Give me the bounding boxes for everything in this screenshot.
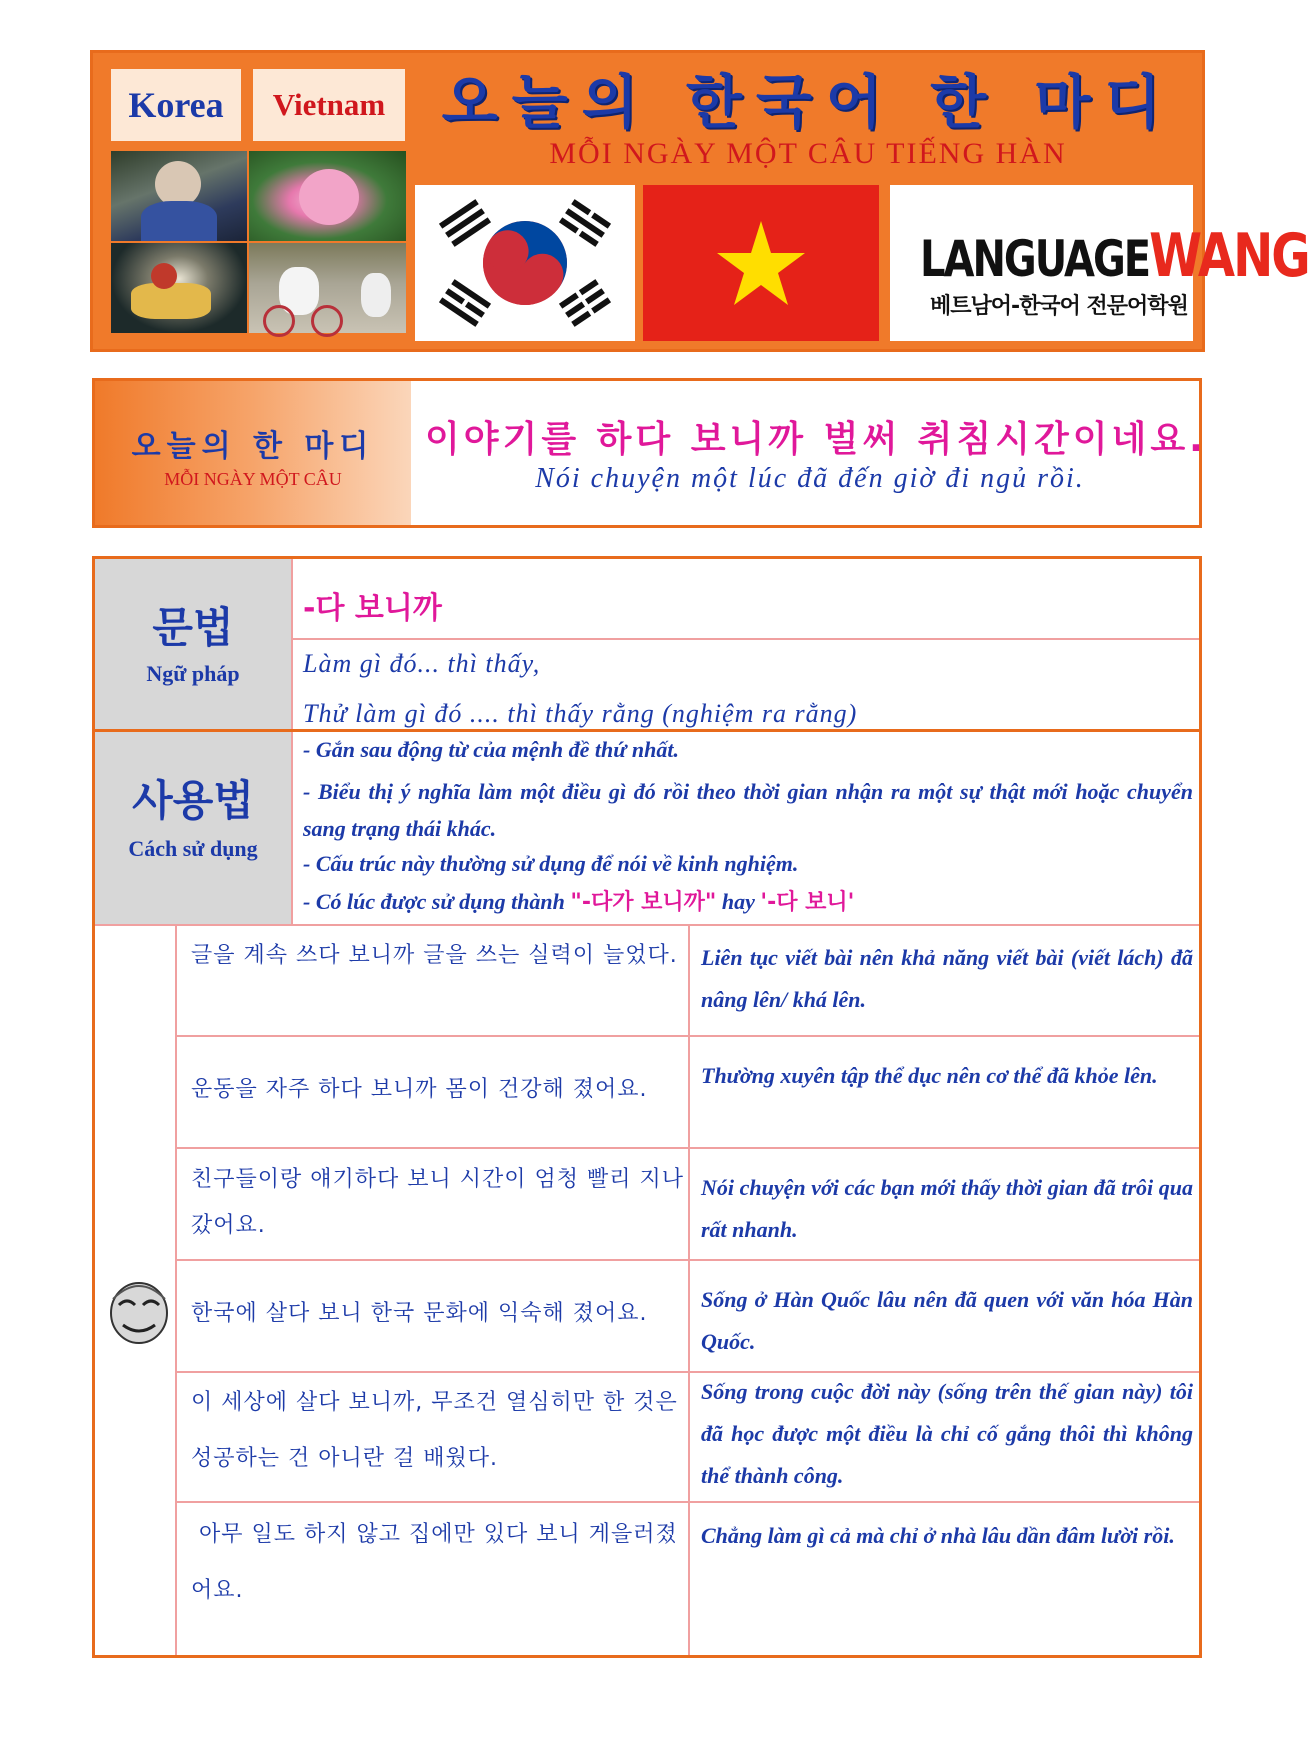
usage-form-variant-1: "-다가 보니까": [570, 890, 717, 915]
ao-dai-bicycle-photo: [249, 243, 406, 333]
lang-korea-label: Korea: [111, 69, 241, 141]
example-1-vietnamese: Liên tục viết bài nên khả năng viết bài (viết lách) đã nâng lên/ khá lên.: [701, 945, 1193, 1012]
grammar-label-korean: 문법: [152, 603, 234, 652]
example-2-korean: 운동을 자주 하다 보니까 몸이 건강해 졌어요.: [191, 1077, 648, 1102]
grammar-table: [92, 556, 1202, 1658]
divider: [175, 1035, 1199, 1037]
divider: [95, 924, 1199, 926]
divider: [175, 924, 177, 1655]
header-banner: [90, 50, 1309, 352]
phrase-sentence-vietnamese: Nói chuyện một lúc đã đến giờ đi ngủ rồi.: [535, 463, 1085, 494]
phrase-label-vietnamese: MỖI NGÀY MỘT CÂU: [164, 469, 342, 489]
usage-form-variant-2: '-다 보니': [760, 890, 855, 915]
language-wang-logo: [890, 185, 1309, 341]
dancer-photo: [111, 151, 247, 241]
grammar-label-vietnamese: Ngữ pháp: [146, 661, 240, 686]
divider: [175, 1259, 1199, 1261]
phrase-of-the-day: [92, 378, 1207, 528]
usage-label-vietnamese: Cách sử dụng: [128, 836, 258, 861]
phrase-label-panel: [95, 381, 411, 525]
page-title-korean: 오늘의 한국어 한 마디: [441, 68, 1175, 136]
lang-vietnam-label: Vietnam: [253, 69, 405, 141]
logo-language-text: LANGUAGE: [920, 231, 1150, 289]
example-5-vietnamese: Sống trong cuộc đời này (sống trên thế gian này) tôi đã học được một điều là chỉ cố gắng thôi thì không thể thành công.: [701, 1379, 1193, 1488]
divider: [291, 732, 293, 924]
divider: [291, 638, 1199, 640]
divider: [291, 559, 293, 729]
usage-line-2: - Biểu thị ý nghĩa làm một điều gì đó rồi theo thời gian nhận ra một sự thật mới hoặc chuyển sang trạng thái khác.: [303, 779, 1193, 841]
grammar-meaning-2: Thử làm gì đó .... thì thấy rằng (nghiệm ra rằng): [303, 699, 858, 728]
example-4-korean: 한국에 살다 보니 한국 문화에 익숙해 졌어요.: [191, 1301, 648, 1326]
mask-icon: [105, 1271, 173, 1351]
page-title-vietnamese: MỖI NGÀY MỘT CÂU TIẾNG HÀN: [549, 137, 1067, 170]
usage-line-3: - Cấu trúc này thường sử dụng để nói về kinh nghiệm.: [303, 851, 799, 876]
example-3-vietnamese: Nói chuyện với các bạn mới thấy thời gian đã trôi qua rất nhanh.: [701, 1175, 1193, 1242]
example-2-vietnamese: Thường xuyên tập thể dục nên cơ thể đã khỏe lên.: [701, 1063, 1158, 1088]
example-3-korean: 친구들이랑 얘기하다 보니 시간이 엄청 빨리 지나갔어요.: [191, 1167, 685, 1238]
phrase-label-korean: 오늘의 한 마디: [131, 429, 375, 464]
example-4-vietnamese: Sống ở Hàn Quốc lâu nên đã quen với văn hóa Hàn Quốc.: [701, 1287, 1193, 1354]
example-6-vietnamese: Chẳng làm gì cả mà chỉ ở nhà lâu dần đâm lười rồi.: [701, 1523, 1175, 1548]
usage-line-4-text: - Có lúc được sử dụng thành: [303, 889, 571, 914]
vietnam-flag-icon: [643, 185, 879, 341]
grammar-label-cell: [95, 559, 291, 729]
usage-label-korean: 사용법: [132, 776, 254, 825]
logo-subtitle: 베트남어-한국어 전문어학원: [930, 294, 1188, 319]
example-5-korean: 이 세상에 살다 보니까, 무조건 열심히만 한 것은 성공하는 건 아니란 걸 배웠다.: [191, 1390, 678, 1471]
martial-art-photo: [111, 243, 247, 333]
logo-wang-text: WANG: [1149, 221, 1309, 291]
grammar-meaning-1: Làm gì đó... thì thấy,: [303, 649, 541, 678]
grammar-form: -다 보니까: [303, 591, 442, 626]
lotus-photo: [249, 151, 406, 241]
divider: [175, 1147, 1199, 1149]
divider: [175, 1501, 1199, 1503]
korea-flag-icon: [415, 185, 635, 341]
example-1-korean: 글을 계속 쓰다 보니까 글을 쓰는 실력이 늘었다.: [191, 943, 678, 968]
usage-line-1: - Gắn sau động từ của mệnh đề thứ nhất.: [303, 737, 679, 762]
phrase-sentence-korean: 이야기를 하다 보니까 벌써 취침시간이네요.: [425, 419, 1207, 460]
usage-line-4: [303, 885, 1193, 916]
example-6-korean: 아무 일도 하지 않고 집에만 있다 보니 게을러졌어요.: [191, 1522, 678, 1603]
usage-line-4-or: hay: [716, 889, 761, 914]
usage-label-cell: [95, 732, 291, 924]
